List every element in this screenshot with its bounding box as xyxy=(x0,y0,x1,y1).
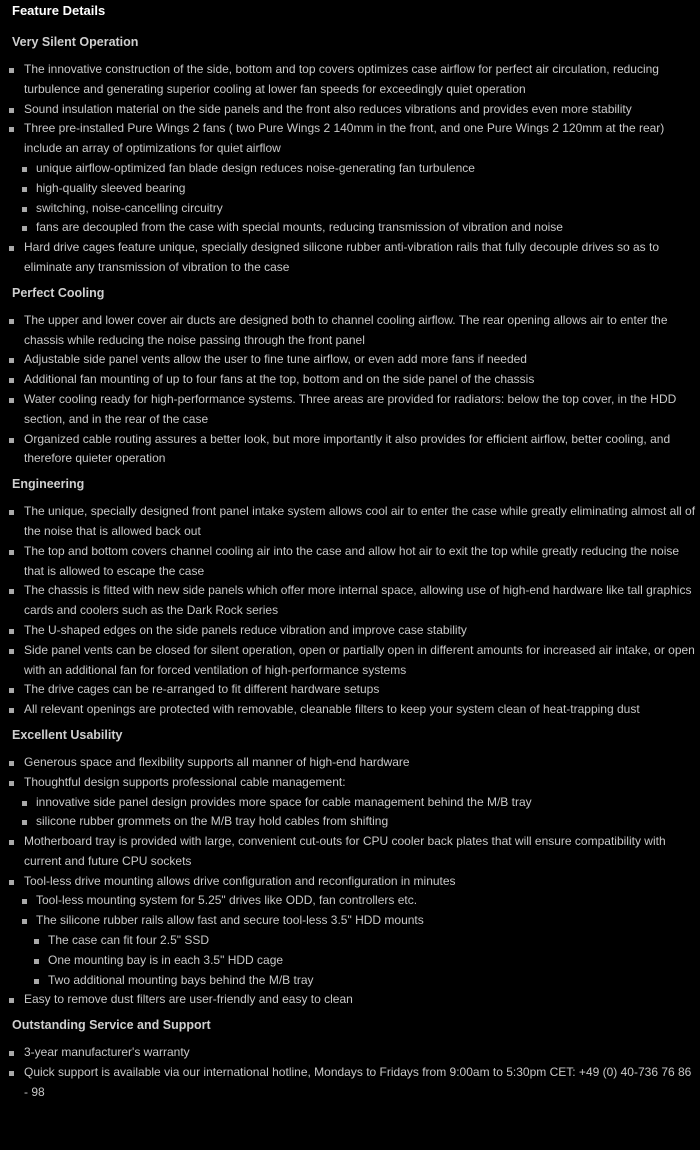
square-bullet-icon xyxy=(9,629,14,634)
sub-list-item xyxy=(0,812,700,832)
sub-list-item xyxy=(0,931,700,951)
square-bullet-icon xyxy=(9,378,14,383)
list-item-text: The upper and lower cover air ducts are designed both to channel cooling airflow. The rear opening allows air to enter the chassis while reducing the noise passing through the front panel xyxy=(24,312,668,347)
square-bullet-icon xyxy=(9,246,14,251)
list-item xyxy=(0,581,700,621)
feature-list xyxy=(0,753,700,1010)
list-item-text: fans are decoupled from the case with special mounts, reducing transmission of vibration and noise xyxy=(36,220,563,235)
page-title: Feature Details xyxy=(12,3,106,18)
sub-list-item xyxy=(0,971,700,991)
square-bullet-icon xyxy=(34,939,39,944)
section-heading: Engineering xyxy=(12,477,85,492)
list-item xyxy=(0,641,700,681)
square-bullet-icon xyxy=(9,589,14,594)
list-item xyxy=(0,311,700,351)
list-item-text: silicone rubber grommets on the M/B tray hold cables from shifting xyxy=(36,814,389,829)
square-bullet-icon xyxy=(22,899,27,904)
list-item-text: Side panel vents can be closed for silent operation, open or partially open in different amounts for increased air intake, or open with an additional fan for forced ventilation of high-performance systems xyxy=(24,642,695,677)
list-item-text: The unique, specially designed front panel intake system allows cool air to enter the case while greatly eliminating almost all of the noise that is allowed back out xyxy=(24,504,696,538)
square-bullet-icon xyxy=(9,438,14,443)
list-item-text: The top and bottom covers channel cooling air into the case and allow hot air to exit the top while greatly reducing the noise that is allowed to escape the case xyxy=(24,543,680,578)
list-item xyxy=(0,1043,700,1063)
list-item xyxy=(0,1063,700,1103)
list-item xyxy=(0,621,700,641)
sub-list-item xyxy=(0,891,700,911)
square-bullet-icon xyxy=(9,319,14,324)
square-bullet-icon xyxy=(9,781,14,786)
list-item xyxy=(0,390,700,430)
square-bullet-icon xyxy=(9,550,14,555)
list-item-text: Adjustable side panel vents allow the user to fine tune airflow, or even add more fans if needed xyxy=(24,352,527,367)
list-item-text: The case can fit four 2.5" SSD xyxy=(48,933,210,948)
square-bullet-icon xyxy=(22,187,27,192)
square-bullet-icon xyxy=(9,68,14,73)
section-heading: Perfect Cooling xyxy=(12,285,105,300)
square-bullet-icon xyxy=(22,167,27,172)
feature-list xyxy=(0,60,700,278)
list-item xyxy=(0,680,700,700)
list-item xyxy=(0,542,700,582)
square-bullet-icon xyxy=(9,1071,14,1076)
list-item-text: Generous space and flexibility supports all manner of high-end hardware xyxy=(24,754,410,769)
sub-list-item xyxy=(0,218,700,238)
square-bullet-icon xyxy=(22,207,27,212)
sub-list-item xyxy=(0,793,700,813)
square-bullet-icon xyxy=(9,108,14,113)
square-bullet-icon xyxy=(9,1051,14,1056)
square-bullet-icon xyxy=(9,840,14,845)
list-item xyxy=(0,100,700,120)
list-item-text: The silicone rubber rails allow fast and secure tool-less 3.5" HDD mounts xyxy=(36,913,424,928)
list-item-text: Thoughtful design supports professional cable management: xyxy=(24,774,346,789)
list-item xyxy=(0,832,700,872)
list-item-text: 3-year manufacturer's warranty xyxy=(24,1045,190,1060)
list-item-text: Water cooling ready for high-performance systems. Three areas are provided for radiators: below the top cover, in the HDD section, and in the rear of the case xyxy=(24,391,677,426)
list-item xyxy=(0,753,700,773)
feature-section xyxy=(0,281,700,469)
section-heading: Very Silent Operation xyxy=(12,35,139,49)
list-item-text: The U-shaped edges on the side panels reduce vibration and improve case stability xyxy=(24,622,467,637)
list-item xyxy=(0,238,700,278)
feature-section xyxy=(0,1013,700,1102)
list-item-text: The drive cages can be re-arranged to fit different hardware setups xyxy=(24,682,380,697)
feature-list xyxy=(0,1043,700,1102)
list-item-text: switching, noise-cancelling circuitry xyxy=(36,200,223,215)
list-item-text: unique airflow-optimized fan blade design reduces noise-generating fan turbulence xyxy=(36,160,475,175)
square-bullet-icon xyxy=(9,708,14,713)
feature-details-content xyxy=(0,30,700,1106)
square-bullet-icon xyxy=(34,959,39,964)
sub-list-item xyxy=(0,911,700,931)
list-item-text: Three pre-installed Pure Wings 2 fans ( two Pure Wings 2 140mm in the front, and one Pure Wings 2 120mm at the rear) include an array of optimizations for quiet airflow xyxy=(24,121,665,156)
feature-list xyxy=(0,311,700,469)
square-bullet-icon xyxy=(22,801,27,806)
list-item-text: Two additional mounting bays behind the M/B tray xyxy=(48,972,314,987)
list-item-text: Additional fan mounting of up to four fans at the top, bottom and on the side panel of the chassis xyxy=(24,372,535,387)
list-item xyxy=(0,990,700,1010)
list-item-text: Organized cable routing assures a better look, but more importantly it also provides for efficient airflow, better cooling, and therefore quieter operation xyxy=(24,431,671,466)
square-bullet-icon xyxy=(9,880,14,885)
list-item xyxy=(0,60,700,100)
sub-list-item xyxy=(0,199,700,219)
feature-section xyxy=(0,30,700,278)
section-heading: Excellent Usability xyxy=(12,727,123,742)
list-item xyxy=(0,430,700,470)
list-item xyxy=(0,872,700,892)
square-bullet-icon xyxy=(22,226,27,231)
square-bullet-icon xyxy=(9,127,14,132)
list-item-text: Motherboard tray is provided with large, convenient cut-outs for CPU cooler back plates that will ensure compatibility with current and future CPU sockets xyxy=(24,834,666,868)
square-bullet-icon xyxy=(34,979,39,984)
square-bullet-icon xyxy=(22,919,27,924)
feature-list xyxy=(0,502,700,720)
list-item xyxy=(0,350,700,370)
square-bullet-icon xyxy=(9,358,14,363)
square-bullet-icon xyxy=(9,761,14,766)
square-bullet-icon xyxy=(9,998,14,1003)
list-item-text: The chassis is fitted with new side panels which offer more internal space, allowing use of high-end hardware like tall graphics cards and coolers such as the Dark Rock series xyxy=(24,583,692,618)
sub-list-item xyxy=(0,179,700,199)
list-item-text: high-quality sleeved bearing xyxy=(36,180,186,195)
sub-list-item xyxy=(0,951,700,971)
list-item-text: All relevant openings are protected with removable, cleanable filters to keep your system clean of heat-trapping dust xyxy=(24,702,640,717)
list-item-text: Quick support is available via our international hotline, Mondays to Fridays from 9:00am to 5:30pm CET: +49 (0) 40-736 76 86 - 98 xyxy=(24,1065,692,1099)
list-item xyxy=(0,773,700,793)
feature-section xyxy=(0,472,700,720)
list-item xyxy=(0,700,700,720)
square-bullet-icon xyxy=(9,688,14,693)
list-item-text: innovative side panel design provides more space for cable management behind the M/B tray xyxy=(36,794,532,809)
list-item-text: Sound insulation material on the side panels and the front also reduces vibrations and provides even more stability xyxy=(24,101,632,116)
square-bullet-icon xyxy=(9,510,14,515)
list-item-text: Hard drive cages feature unique, specially designed silicone rubber anti-vibration rails that fully decouple drives so as to eliminate any transmission of vibration to the case xyxy=(24,240,660,274)
square-bullet-icon xyxy=(9,398,14,403)
square-bullet-icon xyxy=(22,820,27,825)
section-heading: Outstanding Service and Support xyxy=(12,1018,211,1033)
list-item-text: Tool-less drive mounting allows drive configuration and reconfiguration in minutes xyxy=(24,873,456,888)
list-item-text: Easy to remove dust filters are user-friendly and easy to clean xyxy=(24,992,353,1007)
sub-list-item xyxy=(0,159,700,179)
list-item-text: One mounting bay is in each 3.5" HDD cage xyxy=(48,952,284,967)
list-item xyxy=(0,370,700,390)
list-item-text: The innovative construction of the side, bottom and top covers optimizes case airflow for perfect air circulation, reducing turbulence and generating superior cooling at lower fan speeds for exceedingly quiet operation xyxy=(24,62,659,96)
list-item xyxy=(0,502,700,542)
square-bullet-icon xyxy=(9,649,14,654)
list-item xyxy=(0,119,700,159)
feature-section xyxy=(0,723,700,1010)
list-item-text: Tool-less mounting system for 5.25" drives like ODD, fan controllers etc. xyxy=(36,893,418,908)
